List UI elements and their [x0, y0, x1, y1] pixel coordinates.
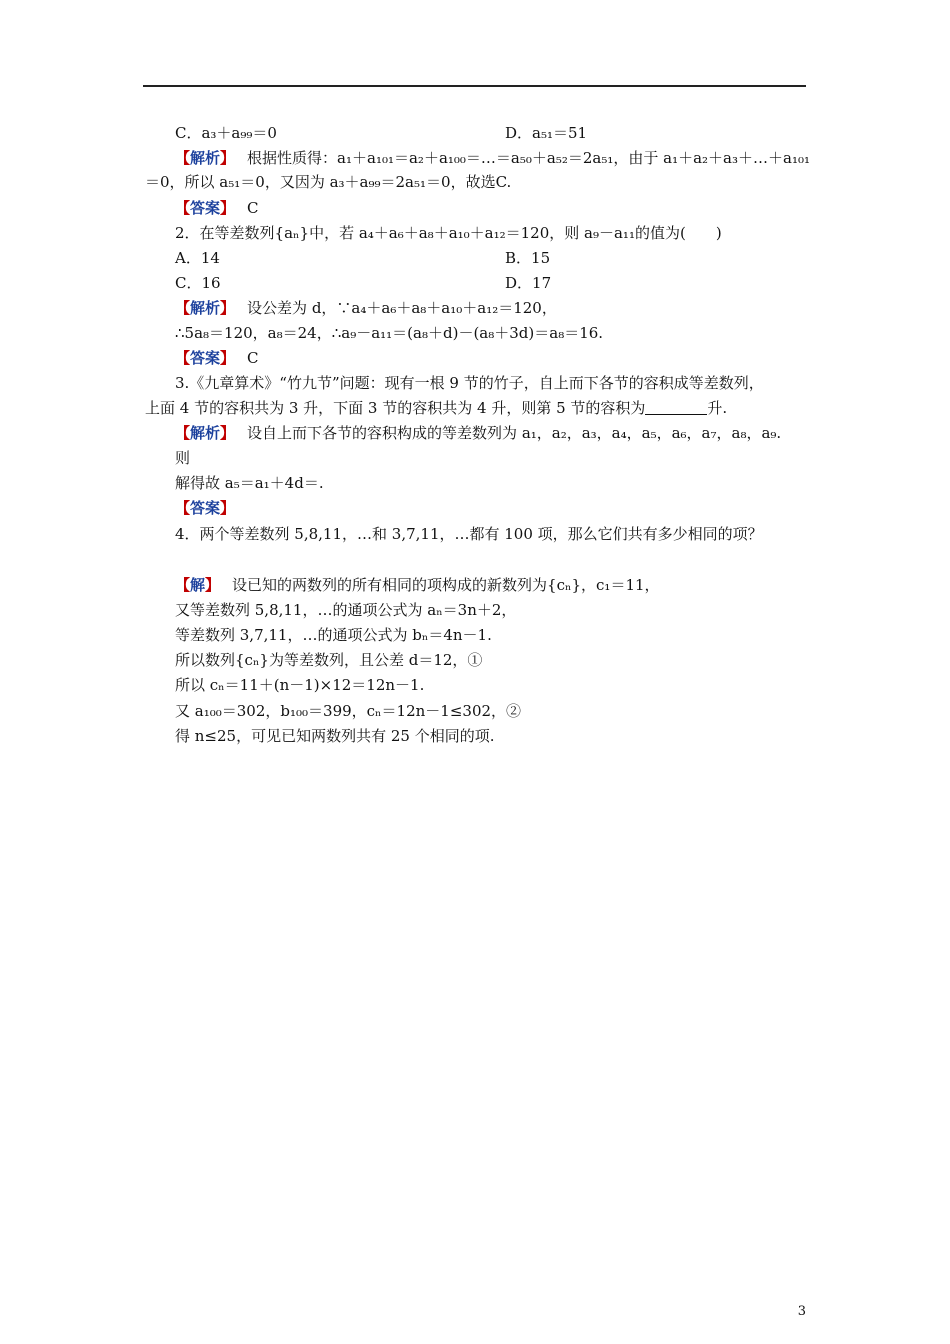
answer-line — [175, 198, 806, 218]
header-rule — [143, 85, 806, 87]
question-3: 3.《九章算术》“竹九节”问题：现有一根 9 节的竹子，自上而下各节的容积成等差数列， — [175, 374, 764, 392]
analysis-line — [175, 298, 806, 318]
option-row-a-b — [175, 248, 806, 268]
option-a: A．14 — [175, 249, 220, 267]
analysis-tag: 【解析】 — [175, 424, 236, 442]
solution-step: 所以 cₙ＝11＋(n－1)×12＝12n－1. — [175, 676, 425, 694]
answer-tag: 【答案】 — [175, 199, 236, 217]
option-row-c-d — [175, 123, 806, 143]
analysis-tag: 【解析】 — [175, 299, 236, 317]
answer-line — [175, 348, 806, 368]
question-3-continuation: 上面 4 节的容积共为 3 升，下面 3 节的容积共为 4 升，则第 5 节的容积为 升. — [145, 399, 728, 417]
analysis-continuation: 则 — [175, 449, 191, 467]
analysis-continuation: 解得故 a₅＝a₁＋4d＝. — [175, 474, 324, 492]
answer-tag: 【答案】 — [175, 349, 236, 367]
answer-line — [175, 498, 806, 518]
option-d: D．17 — [505, 274, 552, 292]
analysis-text: 设自上而下各节的容积构成的等差数列为 a₁，a₂，a₃，a₄，a₅，a₆，a₇，a₈，a₉. — [247, 424, 782, 442]
option-d: D．a₅₁＝51 — [505, 124, 588, 142]
option-c: C．a₃＋a₉₉＝0 — [175, 124, 277, 142]
solution-tag: 【解】 — [175, 576, 221, 594]
answer-text: C — [247, 349, 259, 367]
question-4: 4．两个等差数列 5,8,11，…和 3,7,11，…都有 100 项，那么它们共有多少相同的项？ — [175, 525, 763, 543]
solution-text: 设已知的两数列的所有相同的项构成的新数列为{cₙ}，c₁＝11， — [232, 576, 660, 594]
answer-text: C — [247, 199, 259, 217]
solution-step: 等差数列 3,7,11，…的通项公式为 bₙ＝4n－1. — [175, 626, 492, 644]
analysis-tag: 【解析】 — [175, 149, 236, 167]
analysis-line — [175, 148, 810, 168]
analysis-text: 根据性质得：a₁＋a₁₀₁＝a₂＋a₁₀₀＝…＝a₅₀＋a₅₂＝2a₅₁，由于 a₁＋a₂＋a₃＋…＋a₁₀₁ — [247, 149, 810, 167]
page-number: 3 — [797, 1304, 806, 1319]
solution-line — [175, 575, 806, 595]
analysis-line — [175, 423, 806, 443]
solution-step: 又 a₁₀₀＝302，b₁₀₀＝399，cₙ＝12n－1≤302，② — [175, 702, 522, 720]
analysis-continuation: ∴5a₈＝120，a₈＝24，∴a₉－a₁₁＝(a₈＋d)－(a₈＋3d)＝a₈＝16. — [175, 324, 604, 342]
solution-step: 得 n≤25，可见已知两数列共有 25 个相同的项. — [175, 727, 495, 745]
solution-step: 又等差数列 5,8,11，…的通项公式为 aₙ＝3n＋2， — [175, 601, 517, 619]
option-b: B．15 — [505, 249, 551, 267]
analysis-text: 设公差为 d，∵a₄＋a₆＋a₈＋a₁₀＋a₁₂＝120， — [247, 299, 557, 317]
answer-tag: 【答案】 — [175, 499, 236, 517]
fill-blank — [645, 400, 707, 415]
solution-step: 所以数列{cₙ}为等差数列，且公差 d＝12，① — [175, 651, 483, 669]
option-c: C．16 — [175, 274, 221, 292]
option-row-c-d-2 — [175, 273, 806, 293]
question-2: 2．在等差数列{aₙ}中，若 a₄＋a₆＋a₈＋a₁₀＋a₁₂＝120，则 a₉－a₁₁的值为( ) — [175, 224, 722, 242]
analysis-continuation: ＝0，所以 a₅₁＝0，又因为 a₃＋a₉₉＝2a₅₁＝0，故选C. — [145, 173, 512, 191]
